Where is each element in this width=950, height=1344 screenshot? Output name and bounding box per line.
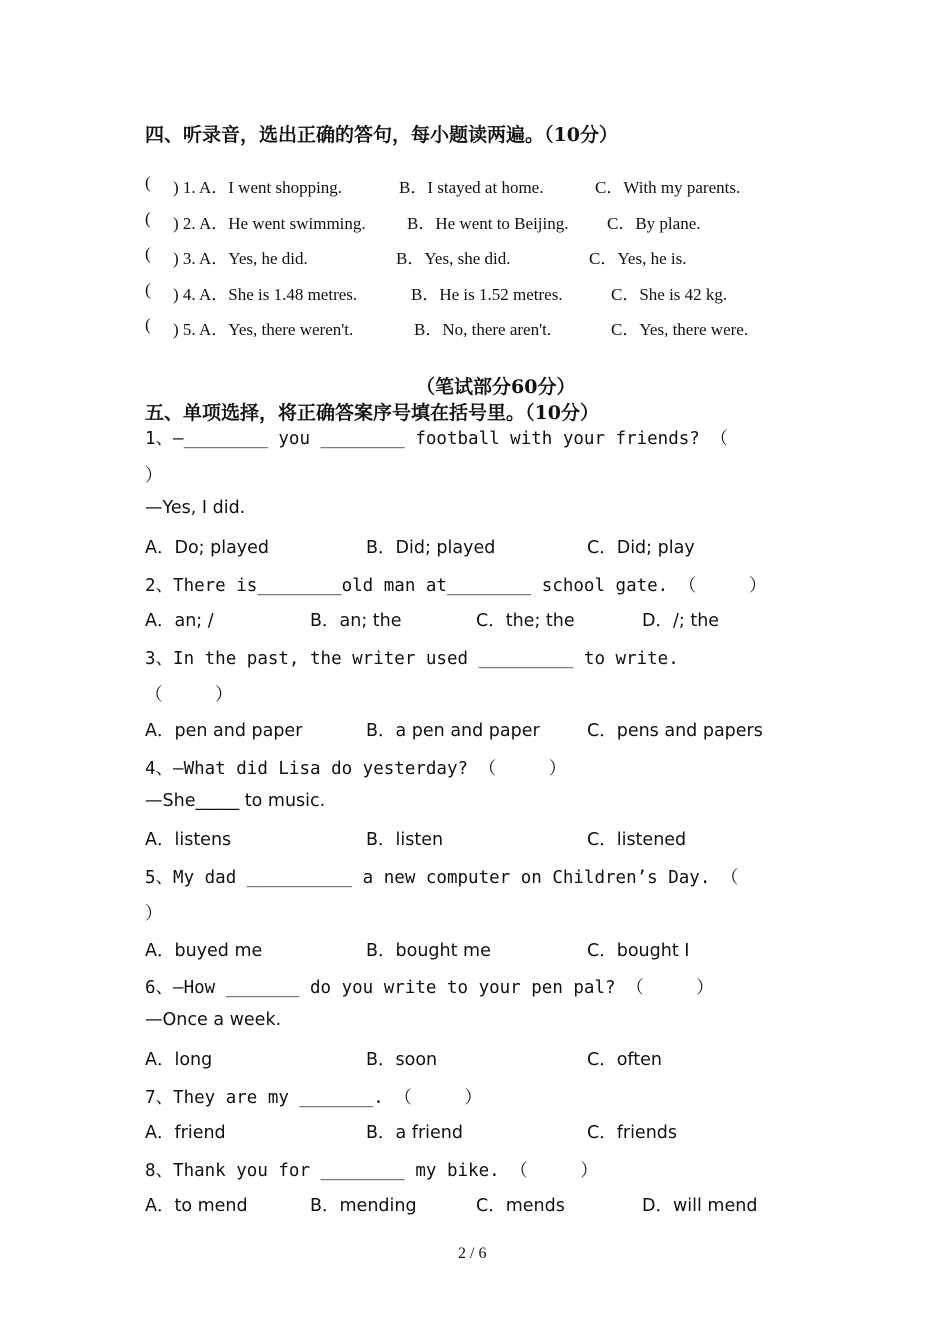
reply-text: —She_____ to music. <box>145 791 326 811</box>
item-a: ) 3. A．Yes, he did. <box>173 249 308 268</box>
item-c: C．She is 42 kg. <box>611 285 728 304</box>
question-text: 8、Thank you for ________ my bike. （ ） <box>145 1161 598 1181</box>
item-b: B．He is 1.52 metres. <box>411 285 563 304</box>
question-text: 6、—How _______ do you write to your pen pal? （ ） <box>145 978 714 998</box>
item-a: ) 5. A．Yes, there weren't. <box>173 320 354 339</box>
question-text: 1、—________ you ________ football with your friends? （ <box>145 429 728 449</box>
option-c: C．the; the <box>476 611 575 631</box>
option-c: C．pens and papers <box>587 721 763 741</box>
item-a: ) 2. A．He went swimming. <box>173 214 366 233</box>
option-c: C．Did; play <box>587 538 695 558</box>
option-b: B．soon <box>366 1050 438 1070</box>
option-b: B．listen <box>366 830 444 850</box>
reply-text: —Yes, I did. <box>145 498 246 518</box>
answer-paren: ( <box>145 280 151 299</box>
section5-title: 五、单项选择，将正确答案序号填在括号里。（10分） <box>145 402 599 424</box>
option-b: B．a pen and paper <box>366 721 540 741</box>
item-a: ) 4. A．She is 1.48 metres. <box>173 285 358 304</box>
option-c: C．mends <box>476 1196 565 1216</box>
option-c: C．bought I <box>587 941 690 961</box>
item-c: C．Yes, he is. <box>589 249 687 268</box>
option-a: A．buyed me <box>145 941 263 961</box>
option-c: C．friends <box>587 1123 678 1143</box>
option-a: A．to mend <box>145 1196 248 1216</box>
option-d: D．/; the <box>642 611 720 631</box>
question-text: 4、—What did Lisa do yesterday? （ ） <box>145 759 567 779</box>
question-text: 5、My dad __________ a new computer on Children’s Day. （ <box>145 868 739 888</box>
option-a: A．pen and paper <box>145 721 303 741</box>
item-b: B．Yes, she did. <box>396 249 511 268</box>
option-b: B．a friend <box>366 1123 463 1143</box>
option-b: B．bought me <box>366 941 491 961</box>
option-b: B．Did; played <box>366 538 496 558</box>
item-a: ) 1. A．I went shopping. <box>173 178 343 197</box>
item-c: C．With my parents. <box>595 178 741 197</box>
item-b: B．No, there aren't. <box>414 320 552 339</box>
option-a: A．Do; played <box>145 538 270 558</box>
reply-text: —Once a week. <box>145 1010 282 1030</box>
question-text-cont: （ ） <box>145 685 233 705</box>
question-text: 2、There is________old man at________ school gate. （ ） <box>145 576 767 596</box>
page-number: 2 / 6 <box>458 1245 487 1262</box>
item-b: B．He went to Beijing. <box>407 214 569 233</box>
option-d: D．will mend <box>642 1196 758 1216</box>
question-text-cont: ） <box>145 904 163 924</box>
option-b: B．an; the <box>310 611 402 631</box>
item-b: B．I stayed at home. <box>399 178 544 197</box>
question-text-cont: ） <box>145 466 163 486</box>
option-a: A．long <box>145 1050 213 1070</box>
question-text: 7、They are my _______. （ ） <box>145 1088 482 1108</box>
option-b: B．mending <box>310 1196 417 1216</box>
option-c: C．listened <box>587 830 687 850</box>
written-part-heading: （笔试部分60分） <box>416 376 576 398</box>
option-a: A．friend <box>145 1123 226 1143</box>
answer-paren: ( <box>145 209 151 228</box>
answer-paren: ( <box>145 244 151 263</box>
answer-paren: ( <box>145 315 151 334</box>
option-c: C．often <box>587 1050 662 1070</box>
option-a: A．an; / <box>145 611 214 631</box>
item-c: C．By plane. <box>607 214 701 233</box>
option-a: A．listens <box>145 830 232 850</box>
item-c: C．Yes, there were. <box>611 320 749 339</box>
section4-title: 四、听录音，选出正确的答句，每小题读两遍。（10分） <box>145 124 618 146</box>
question-text: 3、In the past, the writer used _________ to write. <box>145 649 679 669</box>
answer-paren: ( <box>145 173 151 192</box>
